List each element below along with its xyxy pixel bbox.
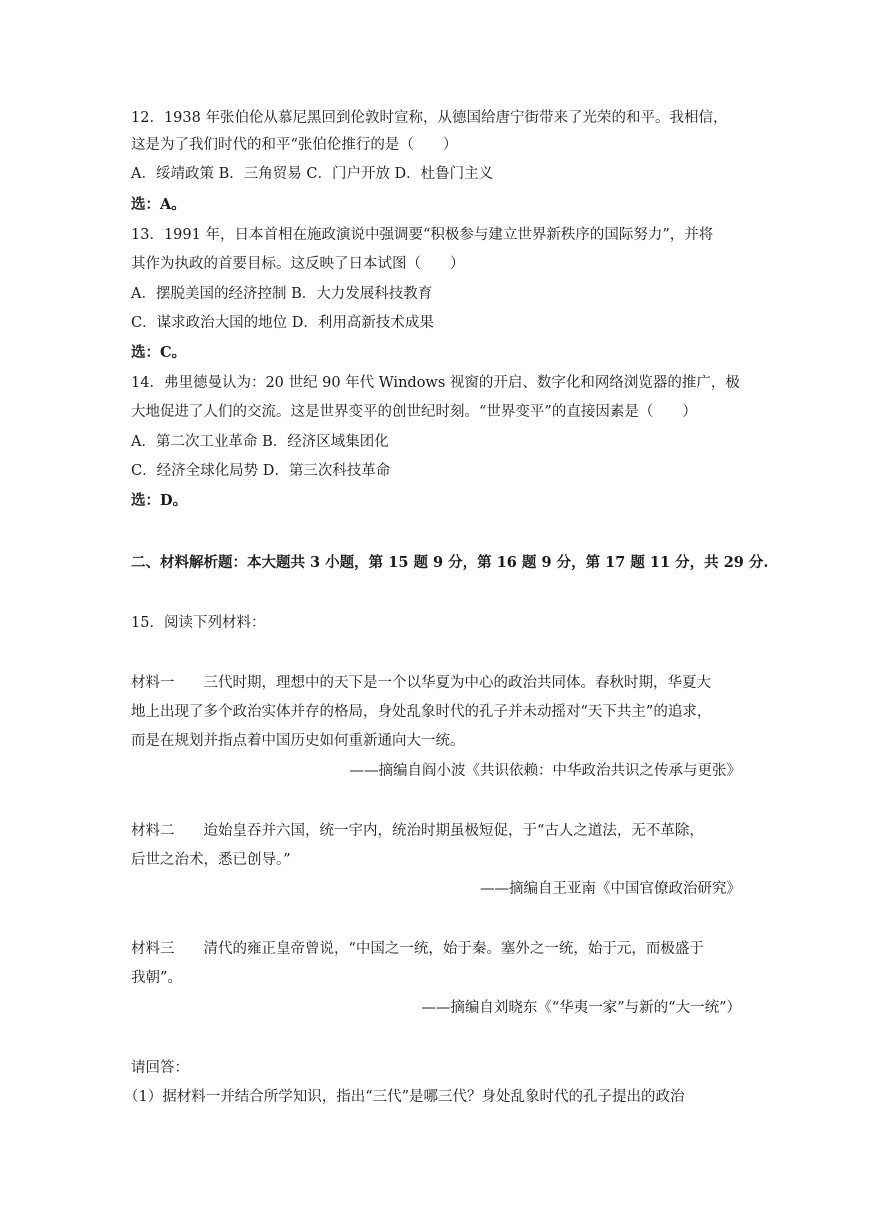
answer-prompt: 请回答： — [131, 1060, 189, 1076]
subquestion-1: （1）据材料一并结合所学知识，指出“三代”是哪三代？身处乱象时代的孔子提出的政治 — [124, 1089, 685, 1105]
q12-stem-line1: 12．1938 年张伯伦从慕尼黑回到伦敦时宣称，从德国给唐宁街带来了光荣的和平。我相信， — [131, 110, 728, 126]
material2-line2: 后世之治术，悉已创导。” — [131, 852, 291, 868]
q14-stem-line2: 大地促进了人们的交流。这是世界变平的创世纪时刻。“世界变平”的直接因素是（ ） — [131, 404, 697, 420]
q13-options-line2: C．谋求政治大国的地位 D．利用高新技术成果 — [131, 315, 434, 331]
material2-line1: 材料二 迨始皇吞并六国，统一宇内，统治时期虽极短促，于“古人之道法，无不革除， — [131, 823, 704, 839]
material3-line2: 我朝”。 — [131, 970, 182, 986]
q14-options-line2: C．经济全球化局势 D．第三次科技革命 — [131, 463, 391, 479]
material1-source: ——摘编自阎小波《共识依赖：中华政治共识之传承与更张》 — [349, 763, 741, 779]
q13-answer: 选：C。 — [131, 344, 187, 361]
q12-options: A．绥靖政策 B．三角贸易 C．门户开放 D．杜鲁门主义 — [131, 166, 494, 182]
q13-stem-line1: 13．1991 年，日本首相在施政演说中强调要“积极参与建立世界新秩序的国际努力”，并将 — [131, 227, 714, 243]
section2-heading: 二、材料解析题：本大题共 3 小题，第 15 题 9 分，第 16 题 9 分，第 17 题 11 分，共 29 分. — [131, 554, 769, 571]
material1-line2: 地上出现了多个政治实体并存的格局，身处乱象时代的孔子并未动摇对“天下共主”的追求， — [131, 704, 712, 720]
q13-stem-line2: 其作为执政的首要目标。这反映了日本试图（ ） — [131, 256, 465, 272]
q12-answer: 选：A。 — [131, 196, 186, 213]
q15-intro: 15．阅读下列材料： — [131, 615, 266, 631]
q14-options-line1: A．第二次工业革命 B．经济区域集团化 — [131, 434, 389, 450]
q14-stem-line1: 14．弗里德曼认为：20 世纪 90 年代 Windows 视窗的开启、数字化和网络浏览器的推广，极 — [131, 375, 740, 391]
material3-source: ——摘编自刘晓东《“华夷一家”与新的“大一统”） — [421, 1000, 741, 1016]
q12-stem-line2: 这是为了我们时代的和平“张伯伦推行的是（ ） — [131, 137, 458, 153]
material1-line1: 材料一 三代时期，理想中的天下是一个以华夏为中心的政治共同体。春秋时期，华夏大 — [131, 675, 711, 691]
q14-answer: 选：D。 — [131, 492, 188, 509]
material1-line3: 而是在规划并指点着中国历史如何重新通向大一统。 — [131, 733, 465, 749]
q13-options-line1: A．摆脱美国的经济控制 B．大力发展科技教育 — [131, 286, 433, 302]
material2-source: ——摘编自王亚南《中国官僚政治研究》 — [480, 881, 741, 897]
material3-line1: 材料三 清代的雍正皇帝曾说，“中国之一统，始于秦。塞外之一统，始于元，而极盛于 — [131, 941, 704, 957]
